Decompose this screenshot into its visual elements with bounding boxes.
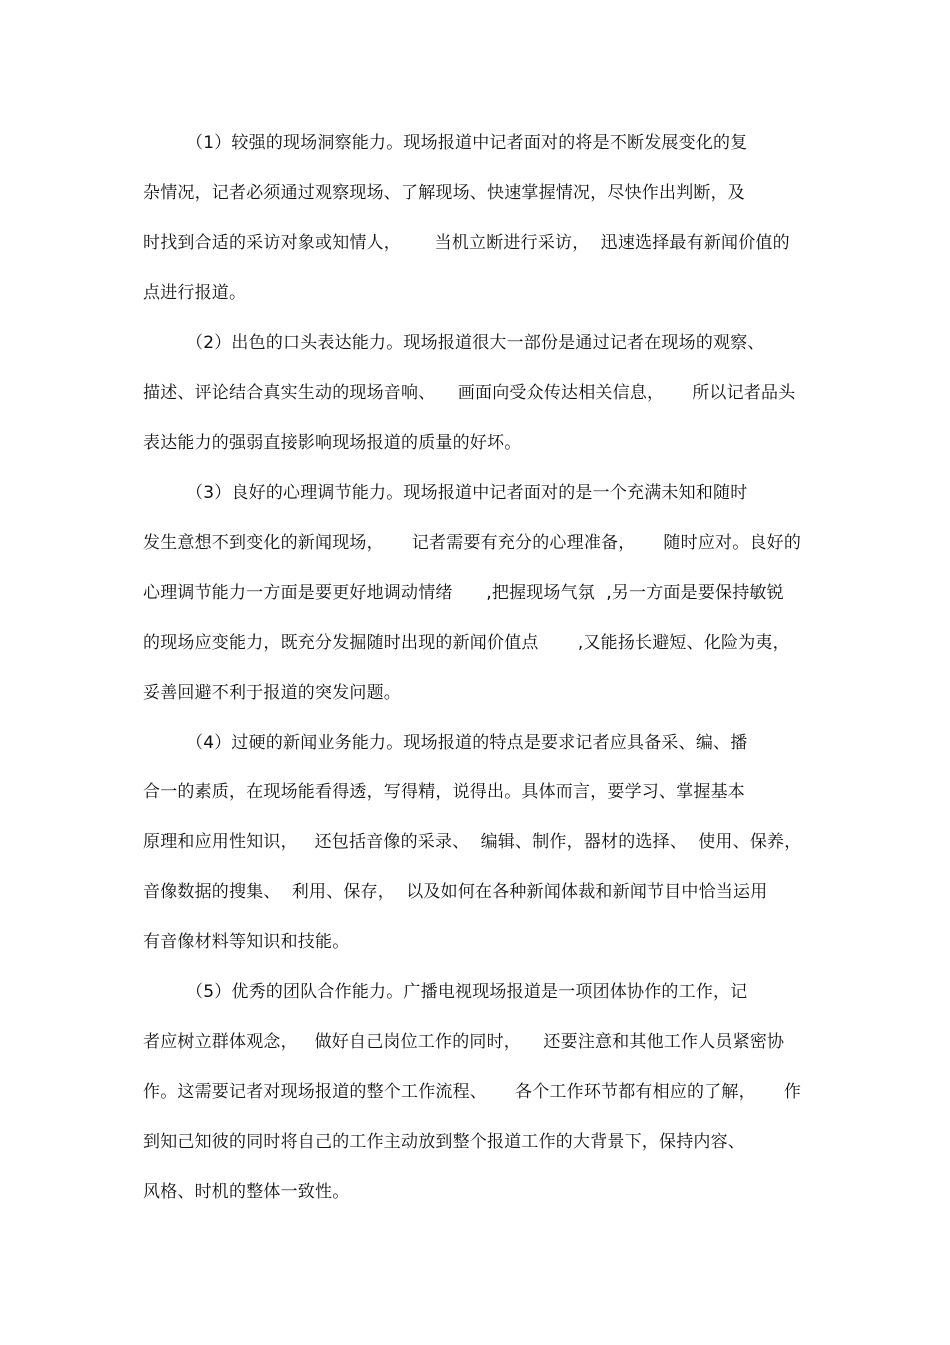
para5-line4: 到知己知彼的同时将自己的工作主动放到整个报道工作的大背景下，保持内容、 — [143, 1132, 745, 1152]
para3-line1: （3）良好的心理调节能力。现场报道中记者面对的是一个充满未知和随时 — [186, 483, 748, 503]
para3-line2: 发生意想不到变化的新闻现场， 记者需要有充分的心理准备， 随时应对。良好的 — [143, 533, 802, 553]
para1-line2: 杂情况，记者必须通过观察现场、了解现场、快速掌握情况，尽快作出判断，及 — [143, 183, 745, 203]
para5-line3: 作。这需要记者对现场报道的整个工作流程、 各个工作环节都有相应的了解， 作 — [143, 1082, 802, 1102]
para3-line4: 的现场应变能力，既充分发掘随时出现的新闻价值点 ,又能扬长避短、化险为夷， — [143, 633, 790, 653]
para4-line2: 合一的素质，在现场能看得透，写得精，说得出。具体而言，要学习、掌握基本 — [143, 782, 745, 802]
para2-line1: （2）出色的口头表达能力。现场报道很大一部份是通过记者在现场的观察、 — [186, 333, 765, 353]
para3-line3: 心理调节能力一方面是要更好地调动情绪 ,把握现场气氛 ,另一方面是要保持敏锐 — [143, 583, 784, 603]
para1-line1: （1）较强的现场洞察能力。现场报道中记者面对的将是不断发展变化的复 — [186, 133, 748, 153]
para3-line5: 妥善回避不利于报道的突发问题。 — [143, 683, 401, 703]
para4-line1: （4）过硬的新闻业务能力。现场报道的特点是要求记者应具备采、编、播 — [186, 733, 748, 753]
para1-line3: 时找到合适的采访对象或知情人， 当机立断进行采访， 迅速选择最有新闻价值的 — [143, 233, 790, 253]
para4-line3: 原理和应用性知识， 还包括音像的采录、 编辑、制作，器材的选择、 使用、保养， — [143, 832, 802, 852]
para2-line3: 表达能力的强弱直接影响现场报道的质量的好坏。 — [143, 433, 522, 453]
para5-line2: 者应树立群体观念， 做好自己岗位工作的同时， 还要注意和其他工作人员紧密协 — [143, 1032, 785, 1052]
para4-line5: 有音像材料等知识和技能。 — [143, 932, 350, 952]
para5-line1: （5）优秀的团队合作能力。广播电视现场报道是一项团体协作的工作，记 — [186, 982, 748, 1002]
para4-line4: 音像数据的搜集、 利用、保存， 以及如何在各种新闻体裁和新闻节目中恰当运用 — [143, 882, 768, 902]
para2-line2: 描述、评论结合真实生动的现场音响、 画面向受众传达相关信息， 所以记者品头 — [143, 383, 796, 403]
para5-line5: 风格、时机的整体一致性。 — [143, 1182, 350, 1202]
para1-line4: 点进行报道。 — [143, 283, 247, 303]
